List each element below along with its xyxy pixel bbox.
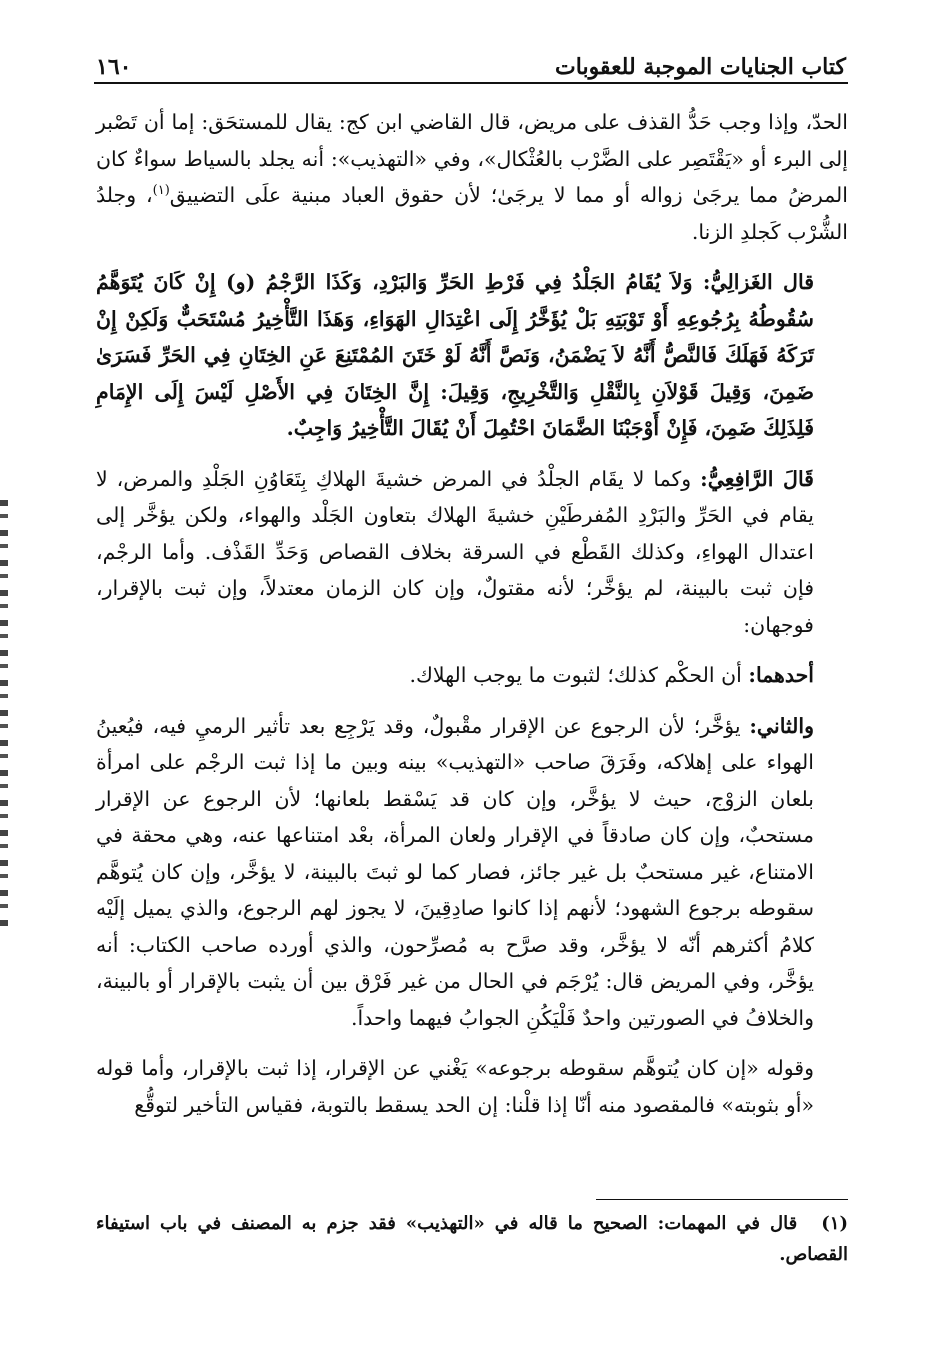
first-view-text: أن الحكْم كذلك؛ لثبوت ما يوجب الهلاك. [409,663,742,687]
paragraph-1-tail: ، وجلدُ الشُّرْب كَجلدِ الزنا. [96,183,848,244]
scan-edge-artifact [0,500,8,930]
footnote-text: قال في المهمات: الصحيح ما قاله في «التهذيب» فقد جزم به المصنف في باب استيفاء القصاص. [96,1213,848,1265]
main-text [96,104,848,1137]
paragraph-ghazali [96,264,848,447]
first-view-lead: أحدهما: [748,663,814,687]
footnote-number: (١) [821,1213,848,1234]
paragraph-second-view [96,708,848,1037]
footnote [96,1208,848,1270]
paragraph-1 [96,104,848,250]
paragraph-first-view [96,657,848,694]
running-header [96,40,846,80]
second-view-lead: والثاني: [749,713,814,738]
book-title: كتاب الجنايات الموجبة للعقوبات [555,54,846,80]
rafii-lead: قَالَ الرَّافِعِيُّ: [700,466,814,491]
rafii-text: وكما لا يقَام الجلْدُ في المرض خشيةَ الهلاكِ بِتَعَاوُنِ الجَلْدِ والمرض، لا يقام في الحَرِّ والبَرْدِ المُفرطَيْنِ خشيةَ الهلاك بتعاون الجَلْد والهواء، ولكن يؤخَّر إلى اعتدال الهواءِ، وكذلك القَطْع في السرقة بخلاف القصاص وَحَدِّ القَذْف. وأما الرجْم، فإن ثبت بالبينة، لم يؤخَّر؛ لأنه مقتولٌ، وإن كان الزمان معتدلاً، وإن ثبت بالإقرار، فوجهان: [96,466,814,637]
paragraph-rafii [96,461,848,644]
page-number: ١٦٠ [96,54,132,80]
footnote-reference[interactable]: (١) [152,183,170,199]
footnote-rule [596,1199,848,1200]
ghazali-lead: قال الغَزالِيُّ: [702,270,814,294]
commentary-text: وقوله «إن كان يُتوهَّم سقوطه برجوعه» يَغْني عن الإقرار، إذا ثبت بالإقرار، وأما قوله «أو بثوبته» فالمقصود منه أنّا إذا قلْنا: إن الحد يسقط بالتوبة، فقياس التأخير لتوقُّع [96,1056,814,1117]
second-view-text: يؤخَّر؛ لأن الرجوع عن الإقرار مقْبولٌ، وقد يَرْجِع بعد تأثير الرميِ فيه، فيُعينُ الهواء على إهلاكه، وفَرَقَ صاحب «التهذيب» بينه وبين ما إذا ثبت الرجْم على امرأة بلعان الزوْج، حيث لا يؤخَّر، وإن كان قد يَسْقط بلعانها؛ لأن الرجوع عن الإقرار مستحبٌ، وإن كان صادقاً في الإقرار ولعان المرأة، بعْد امتناعها عنه، وهي محقة في الامتناع، غير مستحبٌ بل غير جائز، فصار كما لو ثبتَ بالبينة، لا يؤخَّر، وإن كان يُتوهَّم سقوطه برجوع الشهود؛ لأنهم إذا كانوا صادِقِينَ، لا يجوز لهم الرجوع، والذي يميل إلَيْه كلامُ أكثرهم أنّه لا يؤخَّر، وقد صرَّح به مُصرِّحون، والذي أورده صاحب الكتاب: أنه يؤخَّر، وفي المريض قال: يُرْجَم في الحال من غير فَرْق بين أن يثبت بالإقرار أو بالبينة، والخلافُ في الصورتين واحدٌ فَلْيَكُنِ الجوابُ فيهما واحداً. [96,713,814,1030]
ghazali-text: وَلاَ يُقَامُ الجَلْدُ فِي فَرْطِ الحَرِّ وَالبَرْدِ، وَكَذَا الرَّجْمُ (و) إِنْ كَانَ يُتَوَهَّمُ سُقُوطُهُ بِرُجُوعِهِ أَوْ تَوْبَتِهِ بَلْ يُؤَخَّرُ إِلَى اعْتِدَالِ الهَوَاءِ، وَهَذَا التَّأْخِيرُ مُسْتَحَبٌّ وَلَكِنْ إِنْ تَرَكَهُ فَهَلَكَ فَالنَّصُّ أَنَّهُ لاَ يَضْمَنُ، وَنَصَّ أَنَّهُ لَوْ خَتَنَ المُمْتَنِعَ عَنِ الخِتَانِ فِي الحَرِّ فَسَرَىٰ ضَمِنَ، وَقِيلَ قَوْلاَنِ بِالنَّقْلِ وَالتَّخْرِيجِ، وَقِيلَ: إِنَّ الخِتَانَ فِي الأَصْلِ لَيْسَ إِلَى الإِمَامِ فَلِذَلِكَ ضَمِنَ، فَإِنْ أَوْجَبْنَا الضَّمَانَ احْتُمِلَ أَنْ يُقَالَ التَّأْخِيرُ وَاجِبٌ. [96,270,814,440]
paragraph-1-text: الحدّ، وإذا وجب حَدُّ القذف على مريض، قال القاضي ابن كج: يقال للمستحَق: إما أن تَصْبر إلى البرء أو «يَقْتَصِر على الضَّرْب بالعُثْكال»، وفي «التهذيب»: أنه يجلد بالسياط سواءٌ كان المرضُ مما يرجَىٰ زواله أو مما لا يرجَىٰ؛ لأن حقوق العباد مبنية علَى التضييق [96,110,848,207]
paragraph-commentary [96,1050,848,1123]
header-rule [94,82,848,84]
